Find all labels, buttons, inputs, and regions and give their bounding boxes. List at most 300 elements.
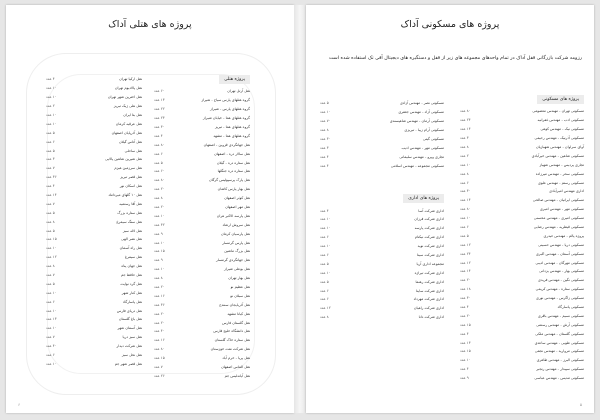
- list-item: [154, 318, 250, 327]
- list-item: [46, 235, 142, 244]
- project-count: ۱۵ عدد: [46, 237, 57, 242]
- list-item: [46, 146, 142, 155]
- hotel-section-label: پروژه هتلی: [219, 75, 250, 84]
- project-count: ۱۰ عدد: [154, 213, 165, 218]
- project-count: ۱۳ عدد: [154, 98, 165, 103]
- list-item: [320, 161, 444, 170]
- list-item: [46, 351, 142, 360]
- list-item: [320, 242, 444, 251]
- list-item: [460, 347, 584, 356]
- list-item: [46, 271, 142, 280]
- project-count: ۶ عدد: [46, 353, 55, 358]
- project-name: هتل دانشگاه خلیج فارس: [213, 329, 250, 334]
- project-name: هتل جهانگردی قزوین - اصفهان: [203, 142, 250, 147]
- page-number: ۶: [18, 402, 21, 407]
- list-item: [154, 220, 250, 229]
- project-name: گروه هتلهای هما - تبریز: [214, 125, 250, 129]
- project-count: ۱۳ عدد: [46, 317, 57, 322]
- project-count: ۱۴ عدد: [46, 193, 57, 198]
- project-name: هتل ساحلی: [124, 148, 142, 153]
- project-count: ۱۰ عدد: [46, 246, 57, 251]
- project-count: ۹ عدد: [154, 231, 163, 236]
- project-name: مسکونی ایرانیان - مهندس صالحی: [532, 198, 584, 203]
- list-item: [154, 158, 250, 167]
- project-name: مسکونی گلستان - مهندس ملکی: [535, 331, 584, 336]
- project-name: هتل جهان پناه: [121, 264, 142, 269]
- project-count: ۱۶ عدد: [154, 338, 165, 343]
- project-count: ۳۰ عدد: [460, 189, 471, 194]
- project-count: ۶ عدد: [46, 299, 55, 304]
- project-count: ۴۰ عدد: [46, 344, 57, 349]
- list-item: [460, 311, 584, 320]
- list-item: [154, 345, 250, 354]
- project-name: هتل قصر شهر جم: [114, 361, 142, 366]
- project-count: ۸۰ عدد: [154, 178, 165, 183]
- project-count: ۱۰ عدد: [320, 110, 331, 115]
- project-name: هتل ستاره دره - گیلان: [216, 160, 250, 165]
- list-item: [460, 178, 584, 187]
- list-item: [46, 111, 142, 120]
- project-name: هتل بهار پارس کاشان: [217, 187, 250, 192]
- list-item: [460, 169, 584, 178]
- project-count: ۱۰ عدد: [154, 267, 165, 272]
- list-item: [46, 315, 142, 324]
- list-item: [460, 285, 584, 294]
- project-name: هتل آذرپایان اصفهان: [111, 130, 142, 135]
- project-count: ۷ عدد: [46, 201, 55, 206]
- project-name: هتل پارس گرمسار: [222, 240, 250, 245]
- list-item: [320, 206, 444, 215]
- list-item: [460, 196, 584, 205]
- list-item: [154, 309, 250, 318]
- list-item: [46, 137, 142, 146]
- list-item: [154, 203, 250, 212]
- project-name: اداری شرکت دانا: [418, 315, 444, 320]
- project-name: هتل مهر اصفهان: [225, 205, 250, 210]
- list-item: [154, 336, 250, 345]
- project-name: هتل نخل سبز: [121, 353, 142, 358]
- list-item: [154, 372, 250, 381]
- project-count: ۴ عدد: [460, 305, 469, 310]
- list-item: [320, 304, 444, 313]
- list-item: [46, 306, 142, 315]
- list-item: [46, 360, 142, 369]
- project-name: هتل آتاس گیلان: [118, 139, 142, 144]
- list-item: [154, 229, 250, 238]
- project-count: ۶ عدد: [320, 288, 329, 293]
- list-item: [46, 155, 142, 164]
- project-count: ۱۰ عدد: [460, 216, 471, 221]
- list-item: [46, 164, 142, 173]
- project-count: ۸ عدد: [154, 276, 163, 281]
- list-item: [154, 238, 250, 247]
- project-count: ۲۰ عدد: [154, 187, 165, 192]
- project-name: اداری شرکت رهنما: [415, 279, 444, 284]
- project-name: هتل پریا - خرم آباد: [222, 356, 250, 361]
- project-name: مسکونی نصر - مهندس آزادی: [399, 101, 444, 106]
- project-count: ۱۲ عدد: [46, 255, 57, 260]
- project-name: مسکونی سپیدار - مهندس رنجبر: [536, 367, 584, 372]
- project-count: ۴ عدد: [154, 133, 163, 138]
- list-item: [460, 374, 584, 383]
- project-count: ۱۶ عدد: [154, 293, 165, 298]
- list-item: [460, 125, 584, 134]
- project-count: ۴ عدد: [460, 367, 469, 372]
- project-name: اداری شرکت سینا: [417, 253, 444, 258]
- project-count: ۱۰ عدد: [320, 270, 331, 275]
- project-name: اداری شرکت فرزان: [414, 217, 444, 222]
- list-item: [46, 297, 142, 306]
- project-name: هتل اخترین شهر تهران: [107, 95, 142, 100]
- project-name: هتل دریای فارس: [116, 308, 142, 313]
- project-count: ۸ عدد: [320, 315, 329, 320]
- project-name: اداری شرکت مهرداد: [413, 297, 444, 302]
- list-item: [46, 226, 142, 235]
- project-name: هتل پاسارگاد: [122, 299, 142, 304]
- project-name: مسکونی مهر - مهندس امیری: [539, 207, 584, 212]
- project-count: ۴ عدد: [320, 154, 329, 159]
- project-count: ۷ عدد: [46, 166, 55, 171]
- project-name: هتل سرزمین هیزم: [114, 166, 142, 171]
- project-name: اداری شرکت ساینا: [416, 288, 444, 293]
- project-count: ۳۰ عدد: [460, 296, 471, 301]
- project-name: اداری شرکت راهیان: [413, 306, 444, 311]
- list-item: [460, 231, 584, 240]
- project-count: ۲۰ عدد: [154, 311, 165, 316]
- project-name: مسکونی مهر - مهندس ادیب: [401, 145, 444, 150]
- project-name: مسکونی نیک - مهندس کوهی: [540, 127, 584, 132]
- list-item: [460, 258, 584, 267]
- list-item: [46, 173, 142, 182]
- page-number: ۵: [579, 402, 582, 407]
- project-count: ۴ عدد: [320, 163, 329, 168]
- list-item: [460, 338, 584, 347]
- project-count: ۱۰ عدد: [46, 121, 57, 126]
- project-name: مسکونی مروارید - مهندس نجفی: [534, 349, 584, 354]
- project-count: ۱۰ عدد: [46, 361, 57, 366]
- list-item: [460, 143, 584, 152]
- project-count: ۱۰ عدد: [460, 162, 471, 167]
- list-item: [460, 303, 584, 312]
- project-name: مسکونی تهران - مهندس معصومی: [532, 109, 584, 114]
- list-item: [154, 291, 250, 300]
- project-count: ۶ عدد: [46, 139, 55, 144]
- list-item: [154, 131, 250, 140]
- project-name: مسکونی آرام زیبا - تبریزی: [404, 128, 444, 133]
- project-count: ۵ عدد: [46, 210, 55, 215]
- project-count: ۲۲ عدد: [154, 107, 165, 112]
- project-count: ۲۶ عدد: [154, 373, 165, 378]
- project-name: هتل پارسه الاکبر هران: [216, 213, 250, 218]
- list-item: [320, 99, 444, 108]
- list-item: [46, 208, 142, 217]
- left-page-left-column: [46, 75, 142, 368]
- project-count: ۳۰ عدد: [320, 137, 331, 141]
- project-count: ۳ عدد: [460, 136, 469, 141]
- project-name: هتل جهانگردی گرمسار: [216, 258, 250, 263]
- list-item: [154, 167, 250, 176]
- project-name: هتل قصر تبریز: [120, 175, 142, 180]
- project-count: ۲۰ عدد: [154, 320, 165, 325]
- list-item: [460, 223, 584, 232]
- project-name: مسکونی آرش - مهندس رستمی: [536, 322, 584, 327]
- project-name: گروه هتلهای هما - خیابان شیراز: [202, 116, 250, 121]
- project-name: هتل ۱۰ گلهای میرداماد: [108, 193, 142, 198]
- project-count: ۴۰ عدد: [154, 329, 165, 334]
- list-item: [320, 152, 444, 161]
- project-count: ۱۸ عدد: [460, 287, 471, 292]
- project-name: مسکونی دریا - مهندس حسینی: [538, 242, 584, 247]
- list-item: [154, 265, 250, 274]
- project-name: هتل پارک پرسپولیس گرگان: [208, 178, 250, 183]
- list-item: [46, 244, 142, 253]
- project-name: هتل آرتل تهران: [227, 89, 250, 94]
- project-count: ۱۳ عدد: [460, 340, 471, 345]
- project-name: مجموعه اداری آریا: [416, 261, 444, 266]
- office-section-label: پروژه های اداری: [403, 194, 444, 203]
- list-item: [320, 126, 444, 135]
- list-item: [460, 134, 584, 143]
- list-item: [46, 102, 142, 111]
- project-name: هتل سالار دره - اصفهان: [214, 151, 250, 156]
- list-item: [154, 211, 250, 220]
- project-name: هتل الماس اصفهان: [221, 365, 250, 370]
- list-item: [320, 233, 444, 242]
- project-count: ۱۴ عدد: [460, 269, 471, 274]
- left-page: [6, 5, 294, 413]
- project-name: هتل بوعلی شیراز: [224, 267, 250, 272]
- list-item: [154, 176, 250, 185]
- project-count: ۱۰ عدد: [320, 217, 331, 222]
- list-item: [46, 288, 142, 297]
- project-count: ۱۰ عدد: [320, 244, 331, 249]
- list-item: [154, 140, 250, 149]
- project-name: اداری شرکت آسا: [418, 208, 444, 213]
- list-item: [154, 274, 250, 283]
- list-item: [460, 205, 584, 214]
- project-name: مسکونی گیتی: [423, 137, 444, 141]
- list-item: [320, 108, 444, 117]
- project-count: ۵ عدد: [46, 281, 55, 286]
- project-name: هتل اسکان نور: [119, 184, 142, 189]
- project-count: ۱۰ عدد: [320, 226, 331, 231]
- project-name: هتل ستاره خاک گلستان: [214, 338, 250, 343]
- project-name: تجاری پردیس - مهندس شهباز: [539, 162, 584, 167]
- project-count: ۲ عدد: [460, 153, 469, 158]
- project-name: هتل ستاره دره جنگلها: [217, 169, 250, 174]
- project-count: ۸۰ عدد: [154, 347, 165, 352]
- project-name: هتل نصر الهی: [121, 237, 142, 242]
- project-count: ۵ عدد: [320, 261, 329, 266]
- right-page-left-column: [320, 99, 444, 322]
- project-name: هتل ستاره بزرگ: [117, 210, 142, 215]
- project-count: ۶ عدد: [460, 225, 469, 230]
- list-item: [460, 320, 584, 329]
- project-count: ۱۰ عدد: [46, 113, 57, 117]
- project-count: ۷ عدد: [46, 335, 55, 340]
- project-count: ۶ عدد: [320, 235, 329, 240]
- list-item: [154, 123, 250, 132]
- project-count: ۵ عدد: [46, 148, 55, 153]
- list-item: [320, 259, 444, 268]
- project-count: ۱۵ عدد: [460, 349, 471, 354]
- right-page-right-column: [460, 85, 584, 383]
- project-count: ۷ عدد: [154, 365, 163, 370]
- project-count: ۵ عدد: [46, 130, 55, 135]
- list-item: [460, 365, 584, 374]
- project-name: هتل کنار شهر: [121, 290, 142, 295]
- project-count: ۱۰ عدد: [46, 326, 57, 331]
- project-name: هتل سبلان نو: [230, 293, 250, 298]
- project-name: هتل آیاندلیس جم: [224, 373, 250, 378]
- project-name: آوای سراوان - مهندس شهبازیان: [535, 145, 584, 149]
- list-item: [46, 93, 142, 102]
- project-count: ۳۲ عدد: [154, 222, 165, 227]
- project-count: ۸۰ عدد: [460, 109, 471, 114]
- list-item: [154, 96, 250, 105]
- project-count: ۸ عدد: [460, 171, 469, 176]
- project-count: ۶ عدد: [154, 151, 163, 156]
- project-count: ۱۵ عدد: [154, 356, 165, 361]
- list-item: [154, 247, 250, 256]
- list-item: [154, 363, 250, 372]
- list-item: [46, 333, 142, 342]
- project-name: هتل گلستان فارس: [222, 320, 250, 325]
- project-count: ۸ عدد: [46, 219, 55, 224]
- project-count: ۱۰ عدد: [460, 358, 471, 363]
- project-count: ۲۳ عدد: [154, 116, 165, 121]
- project-name: مسکونی آزاد - مهندس جعفری: [398, 110, 444, 115]
- project-name: هتل کیانا مشهد: [227, 311, 250, 316]
- list-item: [460, 107, 584, 116]
- project-count: ۱۰ عدد: [46, 290, 57, 295]
- intro-paragraph: رزومه شرکت بازرگانی قفل آداک در تمام واحدهای مجموعه های زیر از قفل و دستگیره های دیجیتال آفی تک استفاده شده است: [328, 56, 582, 61]
- project-count: ۸ عدد: [46, 264, 55, 269]
- project-name: هتل پارسیان کرمان: [221, 231, 250, 236]
- project-name: اداری شرکت نیکنام: [414, 235, 444, 240]
- list-item: [320, 313, 444, 322]
- project-name: مسکونی بهار - مهندس یزدانی: [539, 269, 584, 274]
- list-item: [154, 149, 250, 158]
- project-name: گروه هتلهای پارس سیاح - شیراز: [201, 98, 250, 103]
- project-name: مسکونی امیری - مهندس محسنی: [533, 216, 584, 221]
- project-count: ۶۰ عدد: [154, 89, 165, 94]
- project-name: هتل آسمان شهر: [117, 326, 142, 331]
- project-count: ۴ عدد: [460, 331, 469, 336]
- list-item: [460, 329, 584, 338]
- list-item: [46, 217, 142, 226]
- project-name: مسکونی ستاره - مهندس کریمی: [535, 287, 584, 292]
- project-count: ۸ عدد: [320, 128, 329, 133]
- project-count: ۲۴ عدد: [460, 118, 471, 123]
- list-item: [46, 182, 142, 191]
- project-name: هتل سیمرغ: [124, 255, 142, 260]
- project-name: تجاری وپرو - مهندس سلیمانی: [399, 154, 444, 159]
- list-item: [320, 215, 444, 224]
- list-item: [154, 114, 250, 123]
- project-count: ۵ عدد: [320, 279, 329, 284]
- project-count: ۶ عدد: [320, 297, 329, 302]
- project-name: مسکونی البرز - مهندس طاهری: [536, 358, 584, 363]
- project-name: مسکونی نگین - مهندس فریدی: [538, 278, 584, 283]
- project-count: ۴ عدد: [320, 208, 329, 213]
- project-count: ۳۶ عدد: [46, 175, 57, 180]
- project-count: ۱۲ عدد: [320, 306, 331, 311]
- project-count: ۱۲ عدد: [460, 242, 471, 247]
- list-item: [460, 240, 584, 249]
- list-item: [460, 116, 584, 125]
- project-name: مسکونی سحر - مهندس میرزاده: [535, 171, 584, 176]
- list-item: [460, 294, 584, 303]
- project-name: هتل عرقیه کرمان: [115, 121, 142, 126]
- project-name: مسکونی نسیم - مهندس باقری: [537, 313, 584, 318]
- list-item: [46, 324, 142, 333]
- list-item: [46, 84, 142, 93]
- project-count: ۲۰ عدد: [154, 285, 165, 290]
- project-count: ۵ عدد: [154, 160, 163, 165]
- project-name: گروه هتلهای پارس - شیراز: [210, 107, 250, 112]
- list-item: [460, 249, 584, 258]
- project-count: ۳ عدد: [46, 157, 55, 162]
- project-count: ۵ عدد: [460, 233, 469, 238]
- project-name: هتل راه آسمان: [119, 246, 142, 251]
- project-name: هتل پالادیوم تهران: [114, 86, 142, 91]
- list-item: [460, 356, 584, 365]
- project-count: ۱۵ عدد: [460, 322, 471, 327]
- project-count: ۸ عدد: [154, 196, 163, 201]
- project-count: ۴ عدد: [46, 184, 55, 189]
- list-item: [320, 295, 444, 304]
- list-item: [46, 191, 142, 200]
- list-item: [320, 277, 444, 286]
- list-item: [460, 267, 584, 276]
- project-name: مسکونی زاگرس - مهندس نوری: [536, 296, 584, 301]
- project-name: هتل باغ گلستان: [118, 317, 142, 322]
- project-count: ۹ عدد: [154, 258, 163, 263]
- project-count: ۸۰ عدد: [460, 207, 471, 212]
- project-count: ۲ عدد: [46, 104, 55, 109]
- project-name: اداری شرکت پارسه: [414, 226, 444, 231]
- project-name: هتل ارکیا تهران: [119, 77, 142, 82]
- project-name: اداری شرکت تیراژه: [414, 270, 444, 275]
- project-name: مسکونی طوبی - مهندس ساعدی: [534, 340, 584, 345]
- project-name: هتل بهار تهران: [228, 276, 250, 281]
- project-count: ۶ عدد: [460, 180, 469, 185]
- list-item: [460, 160, 584, 169]
- list-item: [46, 262, 142, 271]
- list-item: [46, 128, 142, 137]
- project-count: ۲۰ عدد: [154, 205, 165, 210]
- project-count: ۵ عدد: [46, 228, 55, 233]
- list-item: [154, 327, 250, 336]
- project-name: مسکونی پاسارگاد: [557, 305, 584, 310]
- project-name: مسکونی رستم - مهندس علوی: [538, 180, 584, 185]
- project-name: هتل شرکت دیدار: [116, 344, 142, 349]
- project-name: هتل حافظ جم: [120, 273, 142, 278]
- project-count: ۷ عدد: [46, 273, 55, 278]
- project-count: ۸ عدد: [460, 145, 469, 149]
- project-name: هتل لاله سبز: [122, 228, 142, 233]
- list-item: [46, 119, 142, 128]
- project-count: ۳۰ عدد: [154, 125, 165, 129]
- list-item: [320, 251, 444, 260]
- list-item: [154, 105, 250, 114]
- list-item: [460, 151, 584, 160]
- project-name: اداری مهندس امیرآبادی: [549, 189, 584, 194]
- project-name: مسکونی ادب - مهندس غفرانیه: [537, 118, 584, 123]
- right-page-title: پروژه های مسکونی آداک: [400, 19, 500, 30]
- project-count: ۶۰ عدد: [154, 169, 165, 174]
